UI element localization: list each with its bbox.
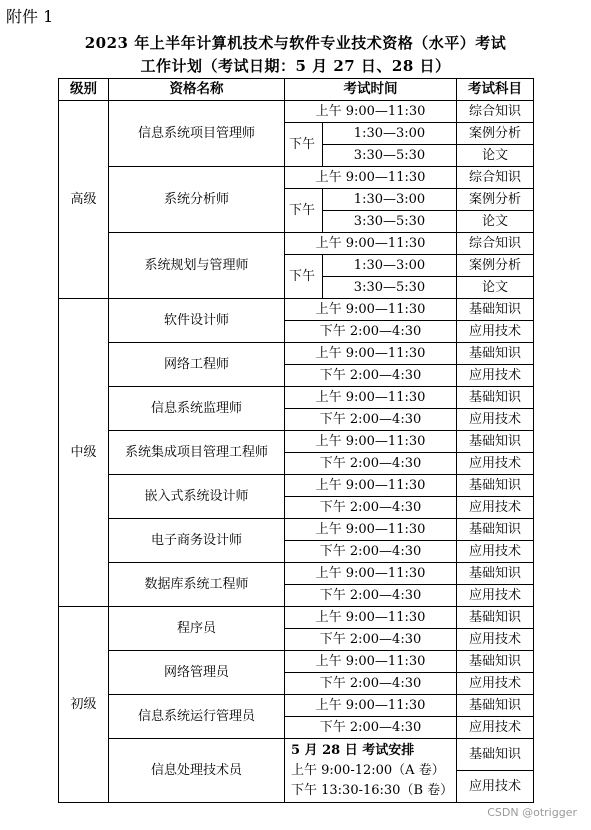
- time-cell: 上午 9:00—11:30: [285, 475, 457, 497]
- document-title-line1: 2023 年上半年计算机技术与软件专业技术资格（水平）考试: [84, 34, 507, 52]
- time-cell: 下午 2:00—4:30: [285, 541, 457, 563]
- time-cell: 1:30—3:00: [323, 189, 457, 211]
- subject-cell: 应用技术: [457, 409, 534, 431]
- time-cell: 上午 9:00—11:30: [285, 431, 457, 453]
- subject-cell: 案例分析: [457, 123, 534, 145]
- subject-cell: 基础知识: [457, 695, 534, 717]
- table-row: [59, 387, 534, 409]
- table-row: [59, 101, 534, 123]
- table-row: [59, 563, 534, 585]
- qualification-name: 系统集成项目管理工程师: [109, 431, 285, 475]
- header-time: 考试时间: [285, 79, 457, 101]
- pm-label: 下午: [285, 189, 323, 233]
- subject-cell: 论文: [457, 145, 534, 167]
- pm-label: 下午: [285, 123, 323, 167]
- subject-cell: 基础知识: [457, 519, 534, 541]
- subject-cell: 综合知识: [457, 167, 534, 189]
- time-cell: 下午 2:00—4:30: [285, 497, 457, 519]
- table-row: [59, 739, 534, 771]
- time-cell: 3:30—5:30: [323, 211, 457, 233]
- table-row: [59, 607, 534, 629]
- time-cell: 上午 9:00—11:30: [285, 563, 457, 585]
- qualification-name: 信息处理技术员: [109, 739, 285, 803]
- time-cell: 下午 2:00—4:30: [285, 629, 457, 651]
- time-cell: 上午 9:00—11:30: [285, 299, 457, 321]
- time-cell: 上午 9:00—11:30: [285, 607, 457, 629]
- table-row: [59, 475, 534, 497]
- time-cell: 上午 9:00—11:30: [285, 101, 457, 123]
- qualification-name: 信息系统运行管理员: [109, 695, 285, 739]
- time-cell: 上午 9:00—11:30: [285, 695, 457, 717]
- subject-cell: 应用技术: [457, 717, 534, 739]
- time-cell: 下午 2:00—4:30: [285, 321, 457, 343]
- subject-cell: 应用技术: [457, 497, 534, 519]
- qualification-name: 信息系统项目管理师: [109, 101, 285, 167]
- qualification-name: 程序员: [109, 607, 285, 651]
- subject-cell: 应用技术: [457, 585, 534, 607]
- time-cell: 上午 9:00—11:30: [285, 519, 457, 541]
- header-level: 级别: [59, 79, 109, 101]
- time-cell: 上午 9:00—11:30: [285, 233, 457, 255]
- subject-cell: 应用技术: [457, 365, 534, 387]
- document-title-line2: 工作计划（考试日期：5 月 27 日、28 日）: [140, 57, 451, 75]
- time-cell: 3:30—5:30: [323, 277, 457, 299]
- subject-cell: 案例分析: [457, 255, 534, 277]
- qualification-name: 信息系统监理师: [109, 387, 285, 431]
- time-cell: 上午 9:00—11:30: [285, 651, 457, 673]
- subject-cell: 应用技术: [457, 541, 534, 563]
- table-header-row: [59, 79, 534, 101]
- qualification-name: 系统分析师: [109, 167, 285, 233]
- header-subject: 考试科目: [457, 79, 534, 101]
- table-row: [59, 167, 534, 189]
- table-row: [59, 651, 534, 673]
- table-row: [59, 233, 534, 255]
- qualification-name: 电子商务设计师: [109, 519, 285, 563]
- watermark: CSDN @otrigger: [487, 806, 577, 819]
- subject-cell: 应用技术: [457, 673, 534, 695]
- header-qualification: 资格名称: [109, 79, 285, 101]
- subject-cell: 基础知识: [457, 563, 534, 585]
- subject-cell: 基础知识: [457, 475, 534, 497]
- time-cell: 下午 2:00—4:30: [285, 409, 457, 431]
- qualification-name: 网络工程师: [109, 343, 285, 387]
- qualification-name: 系统规划与管理师: [109, 233, 285, 299]
- subject-cell: 应用技术: [457, 771, 534, 803]
- subject-cell: 基础知识: [457, 343, 534, 365]
- table-row: [59, 299, 534, 321]
- time-cell: 3:30—5:30: [323, 145, 457, 167]
- subject-cell: 综合知识: [457, 101, 534, 123]
- time-cell: 1:30—3:00: [323, 123, 457, 145]
- subject-cell: 应用技术: [457, 629, 534, 651]
- time-cell: 下午 2:00—4:30: [285, 673, 457, 695]
- subject-cell: 基础知识: [457, 299, 534, 321]
- special-schedule-pm: 下午 13:30-16:30（B 卷）: [291, 782, 454, 798]
- subject-cell: 基础知识: [457, 739, 534, 771]
- table-row: [59, 519, 534, 541]
- time-cell: 上午 9:00—11:30: [285, 343, 457, 365]
- time-cell: 上午 9:00—11:30: [285, 387, 457, 409]
- special-schedule-am: 上午 9:00-12:00（A 卷）: [291, 762, 445, 778]
- qualification-name: 网络管理员: [109, 651, 285, 695]
- subject-cell: 基础知识: [457, 387, 534, 409]
- time-cell: 下午 2:00—4:30: [285, 365, 457, 387]
- subject-cell: 论文: [457, 277, 534, 299]
- subject-cell: 综合知识: [457, 233, 534, 255]
- qualification-name: 软件设计师: [109, 299, 285, 343]
- subject-cell: 基础知识: [457, 431, 534, 453]
- time-cell: 下午 2:00—4:30: [285, 585, 457, 607]
- time-cell: 下午 2:00—4:30: [285, 717, 457, 739]
- time-cell: 1:30—3:00: [323, 255, 457, 277]
- special-schedule-heading: 5 月 28 日 考试安排: [291, 742, 415, 758]
- subject-cell: 论文: [457, 211, 534, 233]
- level-intermediate: 中级: [59, 299, 109, 607]
- table-row: [59, 431, 534, 453]
- subject-cell: 基础知识: [457, 651, 534, 673]
- subject-cell: 案例分析: [457, 189, 534, 211]
- table-row: [59, 695, 534, 717]
- level-junior: 初级: [59, 607, 109, 803]
- time-cell: 上午 9:00—11:30: [285, 167, 457, 189]
- qualification-name: 嵌入式系统设计师: [109, 475, 285, 519]
- special-schedule-cell: [285, 739, 457, 803]
- subject-cell: 应用技术: [457, 453, 534, 475]
- exam-schedule-table: [58, 78, 534, 803]
- time-cell: 下午 2:00—4:30: [285, 453, 457, 475]
- pm-label: 下午: [285, 255, 323, 299]
- subject-cell: 应用技术: [457, 321, 534, 343]
- table-row: [59, 343, 534, 365]
- qualification-name: 数据库系统工程师: [109, 563, 285, 607]
- attachment-label: 附件 1: [6, 7, 54, 26]
- subject-cell: 基础知识: [457, 607, 534, 629]
- level-senior: 高级: [59, 101, 109, 299]
